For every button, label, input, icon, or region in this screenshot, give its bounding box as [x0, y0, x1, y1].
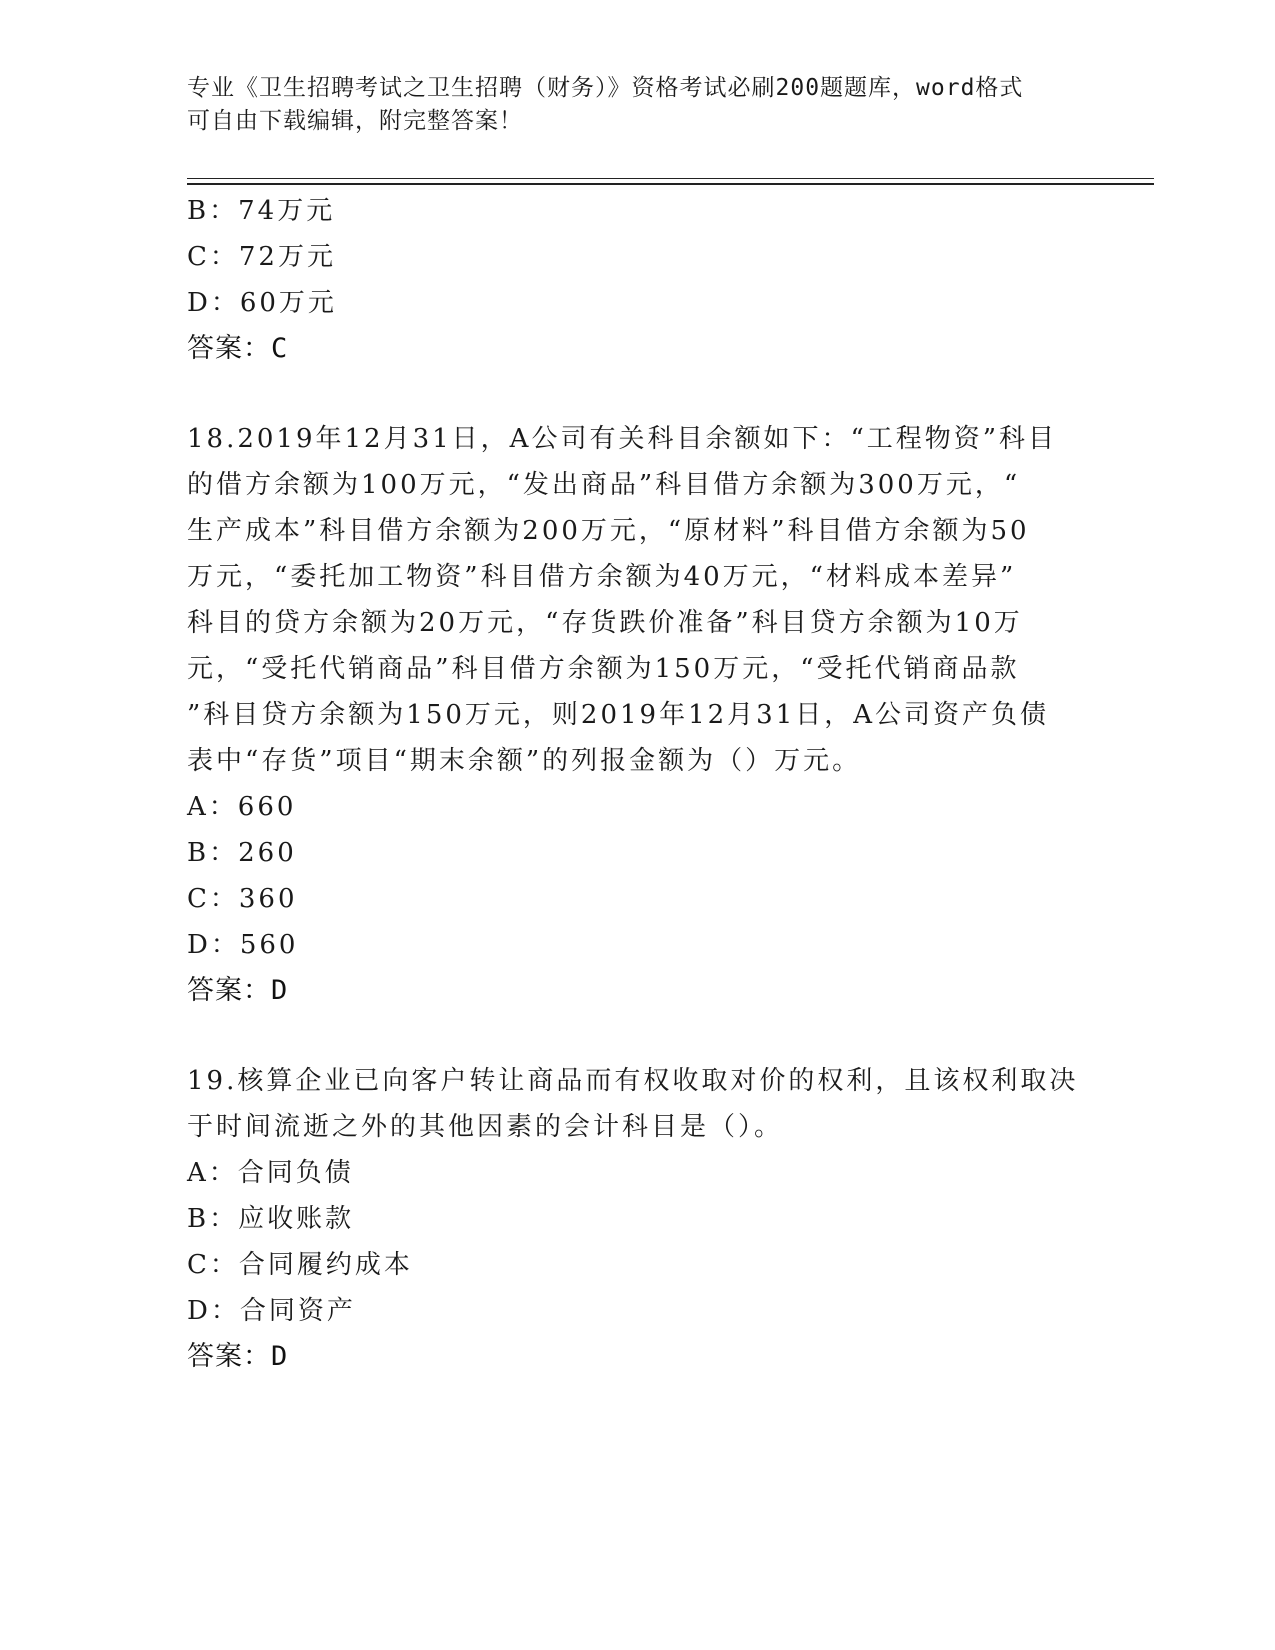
answer-label: 答案：D	[187, 975, 289, 1006]
header-line-2: 可自由下载编辑，附完整答案！	[187, 108, 523, 134]
option-c: C：360	[187, 884, 298, 914]
option-a: A：660	[187, 792, 297, 822]
question-text-line: 科目的贷方余额为20万元，“存货跌价准备”科目贷方余额为10万	[187, 608, 1023, 638]
question-text-line: 的借方余额为100万元，“发出商品”科目借方余额为300万元，“	[187, 470, 1021, 500]
question-text-line: 19.核算企业已向客户转让商品而有权收取对价的权利，且该权利取决	[187, 1066, 1079, 1096]
answer-label: 答案：D	[187, 1341, 289, 1372]
question-text-line: 表中“存货”项目“期末余额”的列报金额为（）万元。	[187, 746, 862, 776]
option-d: D：60万元	[187, 288, 337, 318]
option-d: D：合同资产	[187, 1296, 356, 1326]
option-b: B：260	[187, 838, 297, 868]
answer-label: 答案：C	[187, 333, 289, 364]
option-a: A：合同负债	[187, 1158, 354, 1188]
document-body	[187, 188, 1077, 1380]
prev-question-block	[187, 188, 1077, 372]
question-text-line: 于时间流逝之外的其他因素的会计科目是（）。	[187, 1112, 784, 1142]
question-18	[187, 416, 1077, 1014]
document-header	[187, 72, 1087, 138]
header-divider-thin	[187, 178, 1154, 179]
question-text-line: 万元，“委托加工物资”科目借方余额为40万元，“材料成本差异”	[187, 562, 1017, 592]
header-divider-thick	[187, 183, 1154, 185]
question-19	[187, 1058, 1077, 1380]
question-text-line: ”科目贷方余额为150万元，则2019年12月31日，A公司资产负债	[187, 700, 1050, 730]
option-c: C：合同履约成本	[187, 1250, 413, 1280]
option-b: B：74万元	[187, 196, 336, 226]
option-b: B：应收账款	[187, 1204, 355, 1234]
option-d: D：560	[187, 930, 299, 960]
option-c: C：72万元	[187, 242, 336, 272]
question-text-line: 生产成本”科目借方余额为200万元，“原材料”科目借方余额为50	[187, 516, 1030, 546]
header-line-1: 专业《卫生招聘考试之卫生招聘（财务）》资格考试必刷200题题库，word格式	[187, 75, 1024, 101]
question-text-line: 18.2019年12月31日，A公司有关科目余额如下：“工程物资”科目	[187, 424, 1058, 454]
question-text-line: 元，“受托代销商品”科目借方余额为150万元，“受托代销商品款	[187, 654, 1020, 684]
